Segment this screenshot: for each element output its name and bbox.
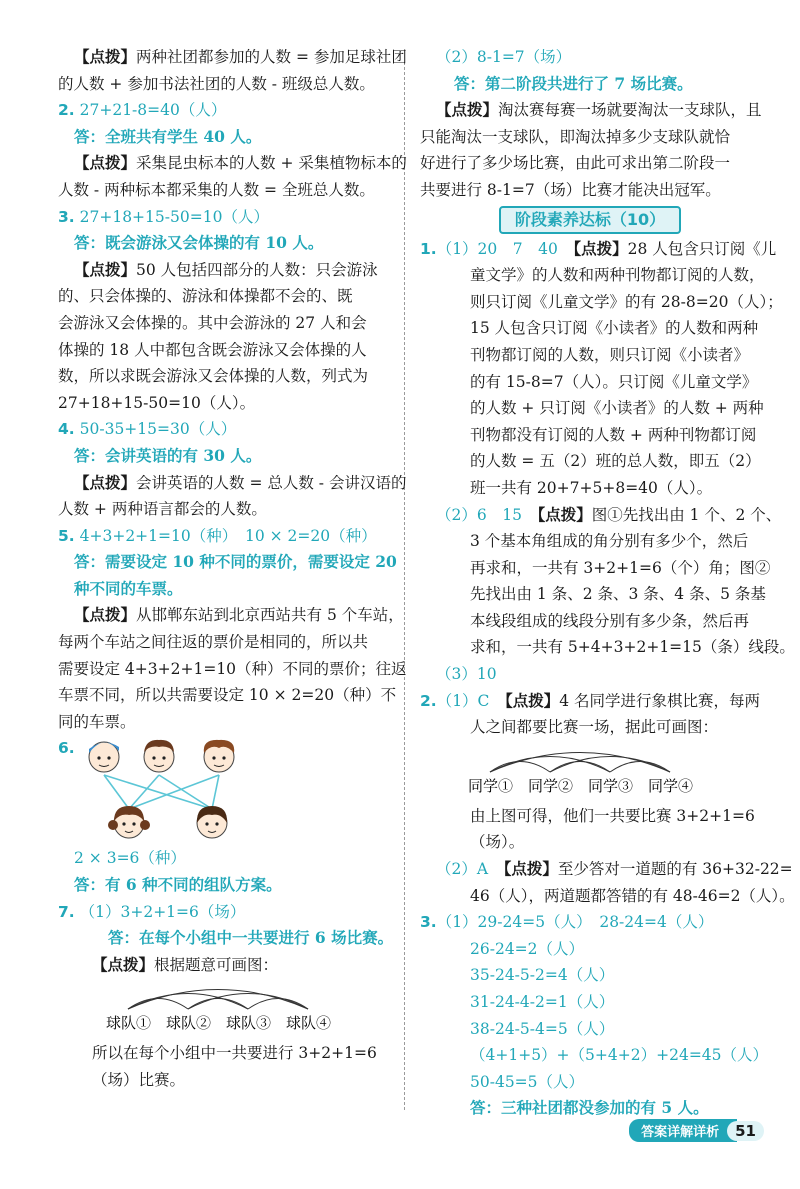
tip-label: 【点拨】 [537, 504, 592, 524]
tip-text: 根据题意可画图： [154, 955, 279, 974]
text-line: 的人数 + 只订阅《小读者》的人数 + 两种 [470, 399, 764, 418]
tip-text: 淘汰赛每赛一场就要淘汰一支球队，且 [498, 101, 762, 120]
pairing-lines [104, 775, 219, 809]
arc-group [128, 990, 308, 1010]
question-7 [58, 899, 396, 926]
match-arc [550, 761, 610, 772]
text-line: 本线段组成的线段分别有多少条，然后再 [470, 611, 750, 630]
text-line: 共要进行 8-1=7（场）比赛才能决出冠军。 [420, 180, 721, 199]
match-arc [248, 999, 308, 1010]
text-line: 刊物都订阅的人数，则只订阅《小读者》 [470, 345, 750, 364]
answer: 答：既会游泳又会体操的有 10 人。 [74, 233, 324, 253]
team-label: 球队③ [226, 1014, 272, 1033]
question-4 [58, 416, 396, 443]
text-line: 3 个基本角组成的角分别有多少个，然后 [470, 532, 749, 551]
answer: 答：会讲英语的有 30 人。 [74, 445, 262, 465]
text-line: 人之间都要比赛一场，据此可画图： [470, 718, 719, 737]
text-line: 由上图可得，他们一共要比赛 3+2+1=6 [470, 806, 755, 825]
text-line: 的人数 = 五（2）班的总人数，即五（2） [470, 452, 761, 471]
question-number: 3. [58, 207, 75, 226]
match-arcs [58, 978, 358, 1040]
match-arc [128, 990, 308, 1010]
tip-label: 【点拨】 [74, 153, 137, 173]
question-number: 5. [58, 526, 75, 545]
tip-line [58, 952, 396, 979]
text-line: 车票不同，所以共需要设定 10 × 2=20（种）不 [58, 686, 397, 705]
text-line: 班一共有 20+7+5+8=40（人）。 [470, 478, 713, 497]
text-line: 人数 + 两种语言都会的人数。 [58, 500, 267, 519]
answer: 答：需要设定 10 种不同的票价，需要设定 20 [74, 552, 397, 572]
answer: 答：有 6 种不同的组队方案。 [74, 875, 282, 895]
tip-label: 【点拨】 [573, 238, 628, 258]
tip-label: 【点拨】 [74, 259, 137, 279]
student-label: 同学② [528, 776, 574, 795]
section-header [420, 204, 760, 236]
tip-line [58, 44, 407, 71]
formula: 2 × 3=6（种） [74, 849, 186, 868]
formula: （1）29-24=5（人） 28-24=4（人） [436, 913, 714, 932]
student-label: 同学③ [588, 776, 634, 795]
formula: 4+3+2+1=10（种） 10 × 2=20（种） [79, 526, 377, 545]
student-label: 同学① [468, 776, 514, 795]
match-arc [490, 761, 550, 772]
formula: 50-35+15=30（人） [79, 420, 237, 439]
question-3 [58, 204, 396, 231]
text-line: 的、只会体操的、游泳和体操都不会的、既 [58, 287, 353, 306]
formula: 35-24-5-2=4（人） [470, 966, 615, 985]
page-number: 51 [727, 1121, 764, 1141]
question-2 [58, 97, 396, 124]
text-line: 每两个车站之间往返的票价是相同的，所以共 [58, 633, 369, 652]
text-line: 的有 15-8=7（人）。只订阅《儿童文学》 [470, 372, 758, 391]
match-arc [188, 999, 248, 1010]
match-arc [550, 756, 670, 772]
formula: 50-45=5（人） [470, 1072, 585, 1091]
formula: 26-24=2（人） [470, 939, 585, 958]
tip-text: 28 人包含只订阅《儿 [627, 239, 777, 258]
text-line: 刊物都没有订阅的人数 + 两种刊物都订阅 [470, 425, 757, 444]
formula: 31-24-4-2=1（人） [470, 993, 615, 1011]
match-arc [610, 761, 670, 772]
answer: 答：三种社团都没参加的有 5 人。 [470, 1098, 709, 1118]
tip-label: 【点拨】 [436, 100, 499, 120]
formula: 38-24-5-4=5（人） [470, 1019, 615, 1038]
tip-text: 会讲英语的人数 = 总人数 - 会讲汉语的 [136, 473, 407, 492]
text-line: 数，所以求既会游泳又会体操的人数，列式为 [58, 367, 369, 386]
text-line: 46（人），两道题都答错的有 48-46=2（人）。 [470, 886, 795, 905]
text-line: 同的车票。 [58, 712, 136, 731]
student-label: 同学④ [648, 776, 694, 795]
tip-label: 【点拨】 [503, 859, 558, 879]
boy-face-icon [89, 742, 119, 772]
team-match-diagram [58, 978, 396, 1040]
text-line: 则只订阅《儿童文学》的有 28-8=20（人）； [470, 292, 783, 311]
text-line: 再求和，一共有 3+2+1=6（个）角；图② [470, 558, 771, 577]
question-number: 7. [58, 902, 75, 921]
team-label: 球队② [166, 1014, 212, 1033]
answer: 答：全班共有学生 40 人。 [74, 126, 262, 146]
tip-label: 【点拨】 [92, 954, 155, 974]
text-line: 所以在每个小组中一共要进行 3+2+1=6 [92, 1044, 377, 1063]
text-line: 体操的 18 人中都包含既会游泳又会体操的人 [58, 340, 367, 359]
match-arc [128, 994, 248, 1010]
page-footer [629, 1119, 764, 1142]
answer: 种不同的车票。 [74, 578, 183, 598]
team-label: 球队④ [286, 1014, 332, 1033]
answer-head: （1）20 7 40 [436, 239, 558, 258]
left-column [58, 44, 407, 1094]
question-number: 3. [420, 913, 437, 932]
tip-text: 50 人包括四部分的人数：只会游泳 [136, 260, 378, 279]
arc-group [490, 752, 670, 772]
tip-label: 【点拨】 [74, 605, 137, 625]
formula: （2）8-1=7（场） [436, 48, 572, 66]
text-line: 只能淘汰一支球队，即淘汰掉多少支球队就恰 [420, 127, 731, 146]
question-number: 6. [58, 739, 75, 758]
answer-head: （2）A [436, 860, 489, 879]
team-pairing-diagram [84, 737, 274, 843]
tip-line [58, 257, 396, 284]
question-number: 4. [58, 420, 75, 439]
tip-text: 从邯郸东站到北京西站共有 5 个车站， [136, 606, 404, 625]
student-match-diagram [420, 741, 760, 803]
text-line: 好进行了多少场比赛，由此可求出第二阶段一 [420, 154, 731, 173]
formula: 27+21-8=40（人） [79, 101, 227, 120]
formula: （4+1+5）+（5+4+2）+24=45（人） [470, 1046, 769, 1065]
tip-text: 两种社团都参加的人数 = 参加足球社团 [136, 48, 407, 66]
tip-text: 4 名同学进行象棋比赛，每两 [559, 691, 760, 710]
question-number: 2. [420, 691, 437, 710]
answer: 答：第二阶段共进行了 7 场比赛。 [454, 73, 693, 93]
right-column [420, 44, 795, 1122]
girl-face-icon [108, 806, 150, 838]
boy-face-icon [204, 740, 234, 772]
text-line: 15 人包含只订阅《小读者》的人数和两种 [470, 319, 759, 338]
question-number: 2. [58, 101, 75, 120]
girl-face-icon [197, 806, 227, 838]
tip-label: 【点拨】 [74, 47, 137, 66]
match-arcs [420, 741, 720, 803]
question-5 [58, 523, 396, 550]
section-q2-part1 [420, 688, 760, 715]
tip-line [420, 97, 760, 124]
text-line: 需要设定 4+3+2+1=10（种）不同的票价；往返 [58, 659, 407, 678]
tip-line [58, 602, 404, 629]
tip-label: 【点拨】 [74, 472, 137, 492]
formula: 27+18+15-50=10（人） [79, 207, 269, 226]
text-line: 求和，一共有 5+4+3+2+1=15（条）线段。 [470, 638, 795, 657]
tip-text: 至少答对一道题的有 36+32-22= [557, 860, 793, 879]
footer-title: 答案详解详析 [629, 1119, 737, 1142]
match-arc [188, 994, 308, 1010]
text-line: 童文学》的人数和两种刊物都订阅的人数， [470, 266, 765, 285]
text-line: 会游泳又会体操的。其中会游泳的 27 人和会 [58, 313, 367, 332]
team-label: 球队① [106, 1014, 152, 1033]
section-q1-part2 [420, 502, 782, 529]
text-line: （场）比赛。 [92, 1071, 186, 1089]
section-title: 阶段素养达标（10） [499, 206, 681, 234]
text-line: 27+18+15-50=10（人）。 [58, 393, 256, 412]
section-q1-part1 [420, 236, 777, 263]
pair-line [212, 775, 219, 809]
tip-line [58, 150, 407, 177]
match-arc [490, 752, 670, 772]
formula: （1）3+2+1=6（场） [79, 902, 246, 921]
answer: 答：在每个小组中一共要进行 6 场比赛。 [108, 928, 394, 948]
answer-head: （1）C [436, 691, 490, 710]
answer-head: （3）10 [436, 665, 497, 684]
tip-label: 【点拨】 [504, 690, 560, 710]
tip-text: 图①先找出由 1 个、2 个、 [591, 505, 782, 524]
text-line: 的人数 + 参加书法社团的人数 - 班级总人数。 [58, 74, 375, 93]
tip-line [58, 470, 407, 497]
text-line: （场）。 [470, 833, 525, 852]
match-arc [490, 756, 610, 772]
answer-head: （2）6 15 [436, 505, 522, 524]
pair-line [104, 775, 129, 809]
tip-text: 采集昆虫标本的人数 + 采集植物标本的 [136, 154, 407, 173]
question-number: 1. [420, 239, 437, 258]
boy-face-icon [144, 740, 174, 772]
section-q2-part2 [420, 856, 793, 883]
question-6-figure [58, 735, 396, 845]
text-line: 人数 - 两种标本都采集的人数 = 全班总人数。 [58, 180, 375, 199]
text-line: 先找出由 1 条、2 条、3 条、4 条、5 条基 [470, 585, 766, 604]
match-arc [128, 999, 188, 1010]
pair-line [104, 775, 212, 809]
column-divider [404, 62, 405, 1110]
section-q3 [420, 909, 760, 936]
